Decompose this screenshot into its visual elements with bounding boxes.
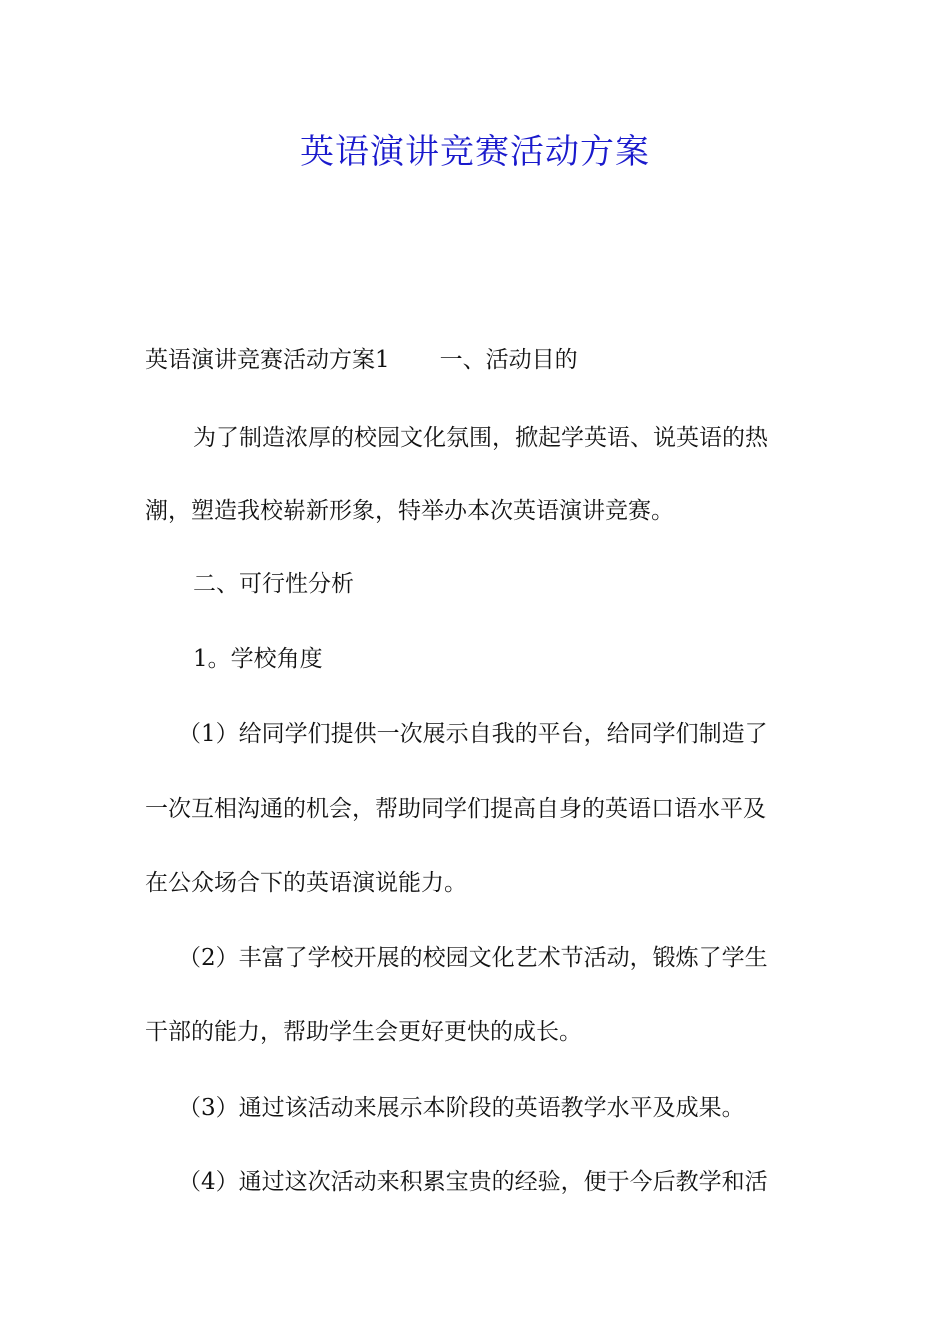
item3-line: （3）通过该活动来展示本阶段的英语教学水平及成果。	[178, 1095, 745, 1121]
item1-line-3: 在公众场合下的英语演说能力。	[145, 870, 467, 896]
item2-line-1: （2）丰富了学校开展的校园文化艺术节活动，锻炼了学生	[178, 945, 768, 971]
item1-line-1: （1）给同学们提供一次展示自我的平台，给同学们制造了	[178, 721, 768, 747]
item2-line-2: 干部的能力，帮助学生会更好更快的成长。	[145, 1019, 582, 1045]
heading-line	[145, 344, 810, 376]
sub1-heading: 1。学校角度	[193, 646, 323, 672]
section2-heading: 二、可行性分析	[193, 571, 354, 597]
plan-label: 英语演讲竞赛活动方案1	[145, 347, 390, 373]
section-label: 一、活动目的	[439, 347, 578, 373]
item1-line-2: 一次互相沟通的机会，帮助同学们提高自身的英语口语水平及	[145, 796, 766, 822]
item4-line: （4）通过这次活动来积累宝贵的经验，便于今后教学和活	[178, 1169, 768, 1195]
purpose-line-2: 潮，塑造我校崭新形象，特举办本次英语演讲竞赛。	[145, 498, 674, 524]
purpose-line-1: 为了制造浓厚的校园文化氛围，掀起学英语、说英语的热	[193, 425, 768, 451]
document-title: 英语演讲竞赛活动方案	[300, 132, 650, 172]
